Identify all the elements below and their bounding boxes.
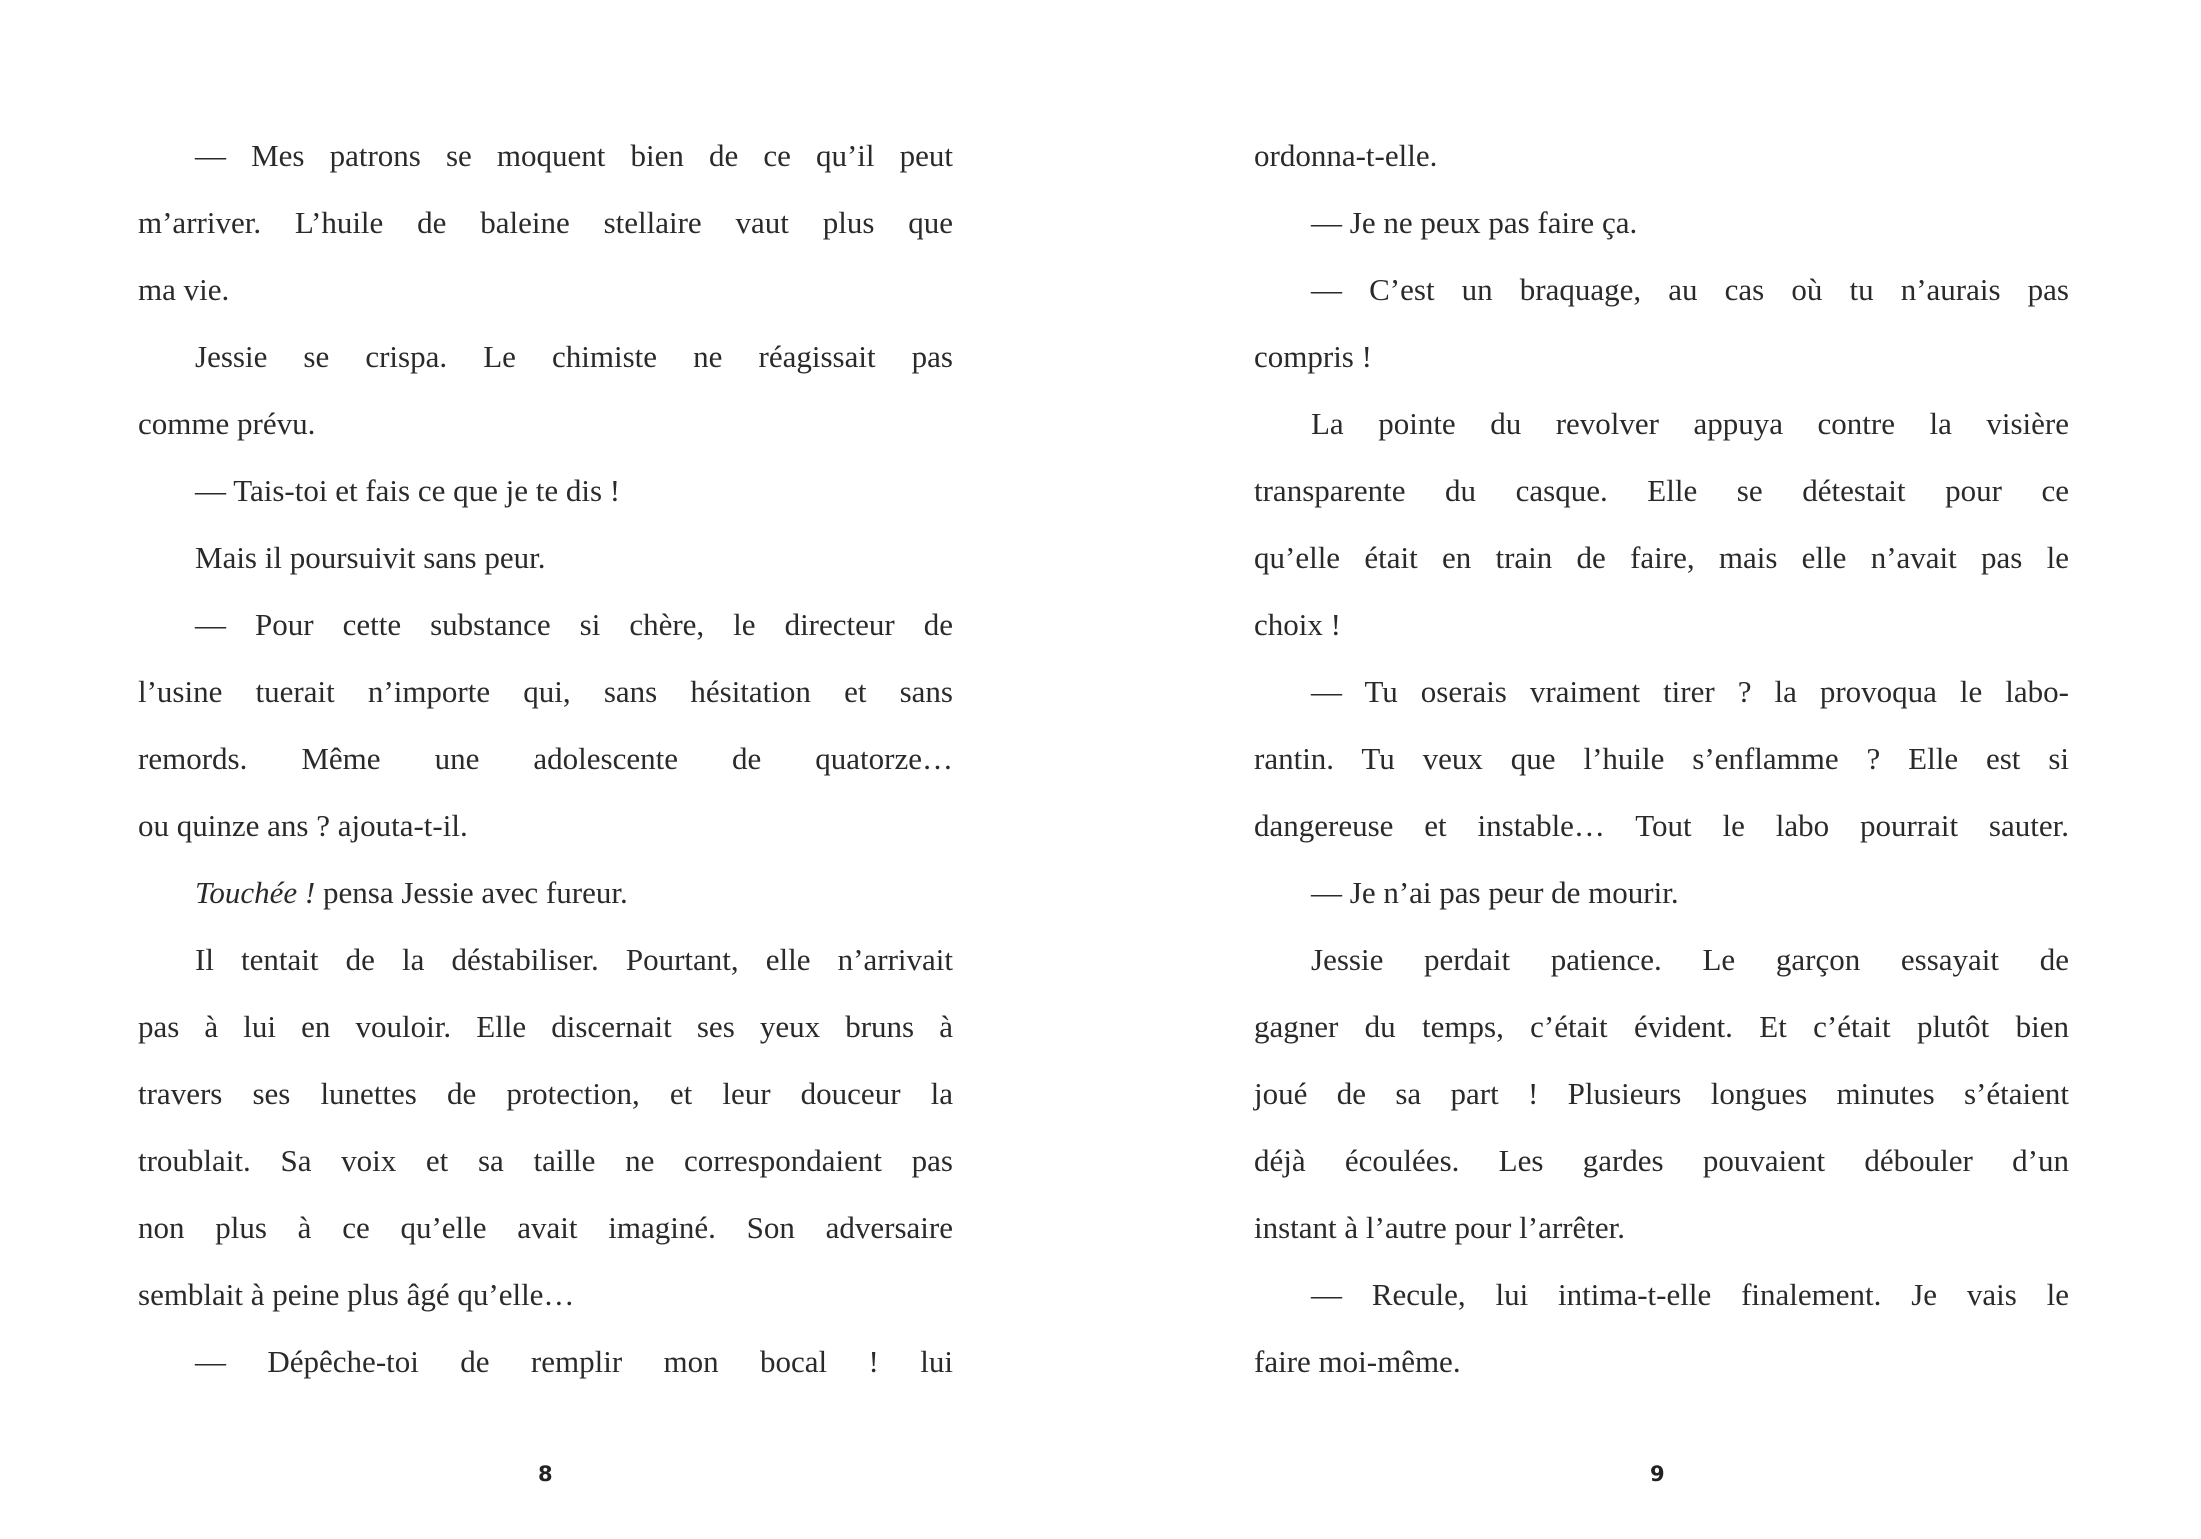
page-text: [1254, 122, 2069, 1395]
page-number: 8: [538, 1462, 553, 1486]
page-number: 9: [1650, 1462, 1665, 1486]
text-line: rantin. Tu veux que l’huile s’enflamme ? Elle est si: [1254, 741, 2069, 776]
text-line: — Recule, lui intima-t-elle finalement. Je vais le: [1311, 1277, 2069, 1312]
text-line: ou quinze ans ? ajouta-t-il.: [138, 808, 468, 843]
text-line: Jessie se crispa. Le chimiste ne réagissait pas: [195, 339, 953, 374]
page-text: [138, 122, 953, 1395]
text-line: compris !: [1254, 339, 1372, 374]
text-line: ordonna-t-elle.: [1254, 138, 1438, 173]
text-line: transparente du casque. Elle se détestait pour ce: [1254, 473, 2069, 508]
text-line: pas à lui en vouloir. Elle discernait ses yeux bruns à: [138, 1009, 953, 1044]
text-line: choix !: [1254, 607, 1341, 642]
text-line: remords. Même une adolescente de quatorze…: [138, 741, 953, 776]
text-line: m’arriver. L’huile de baleine stellaire vaut plus que: [138, 205, 953, 240]
text-line: Mais il poursuivit sans peur.: [195, 540, 546, 575]
text-line: Il tentait de la déstabiliser. Pourtant, elle n’arrivait: [195, 942, 953, 977]
text-line: gagner du temps, c’était évident. Et c’était plutôt bien: [1254, 1009, 2069, 1044]
text-line: ma vie.: [138, 272, 230, 307]
text-line: — Tais-toi et fais ce que je te dis !: [195, 473, 621, 508]
text-line: [138, 859, 953, 926]
text-line: — Dépêche-toi de remplir mon bocal ! lui: [195, 1344, 953, 1379]
text-line: La pointe du revolver appuya contre la visière: [1311, 406, 2069, 441]
italic-text: Touchée !: [195, 875, 316, 910]
text-line: — Tu oserais vraiment tirer ? la provoqua le labo-: [1311, 674, 2069, 709]
text-line: semblait à peine plus âgé qu’elle…: [138, 1277, 575, 1312]
text-line: déjà écoulées. Les gardes pouvaient débouler d’un: [1254, 1143, 2069, 1178]
text-line: instant à l’autre pour l’arrêter.: [1254, 1210, 1625, 1245]
text-line: joué de sa part ! Plusieurs longues minutes s’étaient: [1254, 1076, 2069, 1111]
text-line: l’usine tuerait n’importe qui, sans hésitation et sans: [138, 674, 953, 709]
text-line: non plus à ce qu’elle avait imaginé. Son adversaire: [138, 1210, 953, 1245]
text-line: — Je n’ai pas peur de mourir.: [1311, 875, 1679, 910]
text-line: — C’est un braquage, au cas où tu n’aurais pas: [1311, 272, 2069, 307]
text-line: dangereuse et instable… Tout le labo pourrait sauter.: [1254, 808, 2069, 843]
text-line: — Mes patrons se moquent bien de ce qu’il peut: [195, 138, 953, 173]
text-line: comme prévu.: [138, 406, 316, 441]
text-line: — Je ne peux pas faire ça.: [1311, 205, 1638, 240]
line-text: pensa Jessie avec fureur.: [315, 875, 628, 910]
text-line: — Pour cette substance si chère, le directeur de: [195, 607, 953, 642]
text-line: qu’elle était en train de faire, mais elle n’avait pas le: [1254, 540, 2069, 575]
text-line: travers ses lunettes de protection, et leur douceur la: [138, 1076, 953, 1111]
text-line: faire moi-même.: [1254, 1344, 1461, 1379]
text-line: Jessie perdait patience. Le garçon essayait de: [1311, 942, 2069, 977]
text-line: troublait. Sa voix et sa taille ne correspondaient pas: [138, 1143, 953, 1178]
